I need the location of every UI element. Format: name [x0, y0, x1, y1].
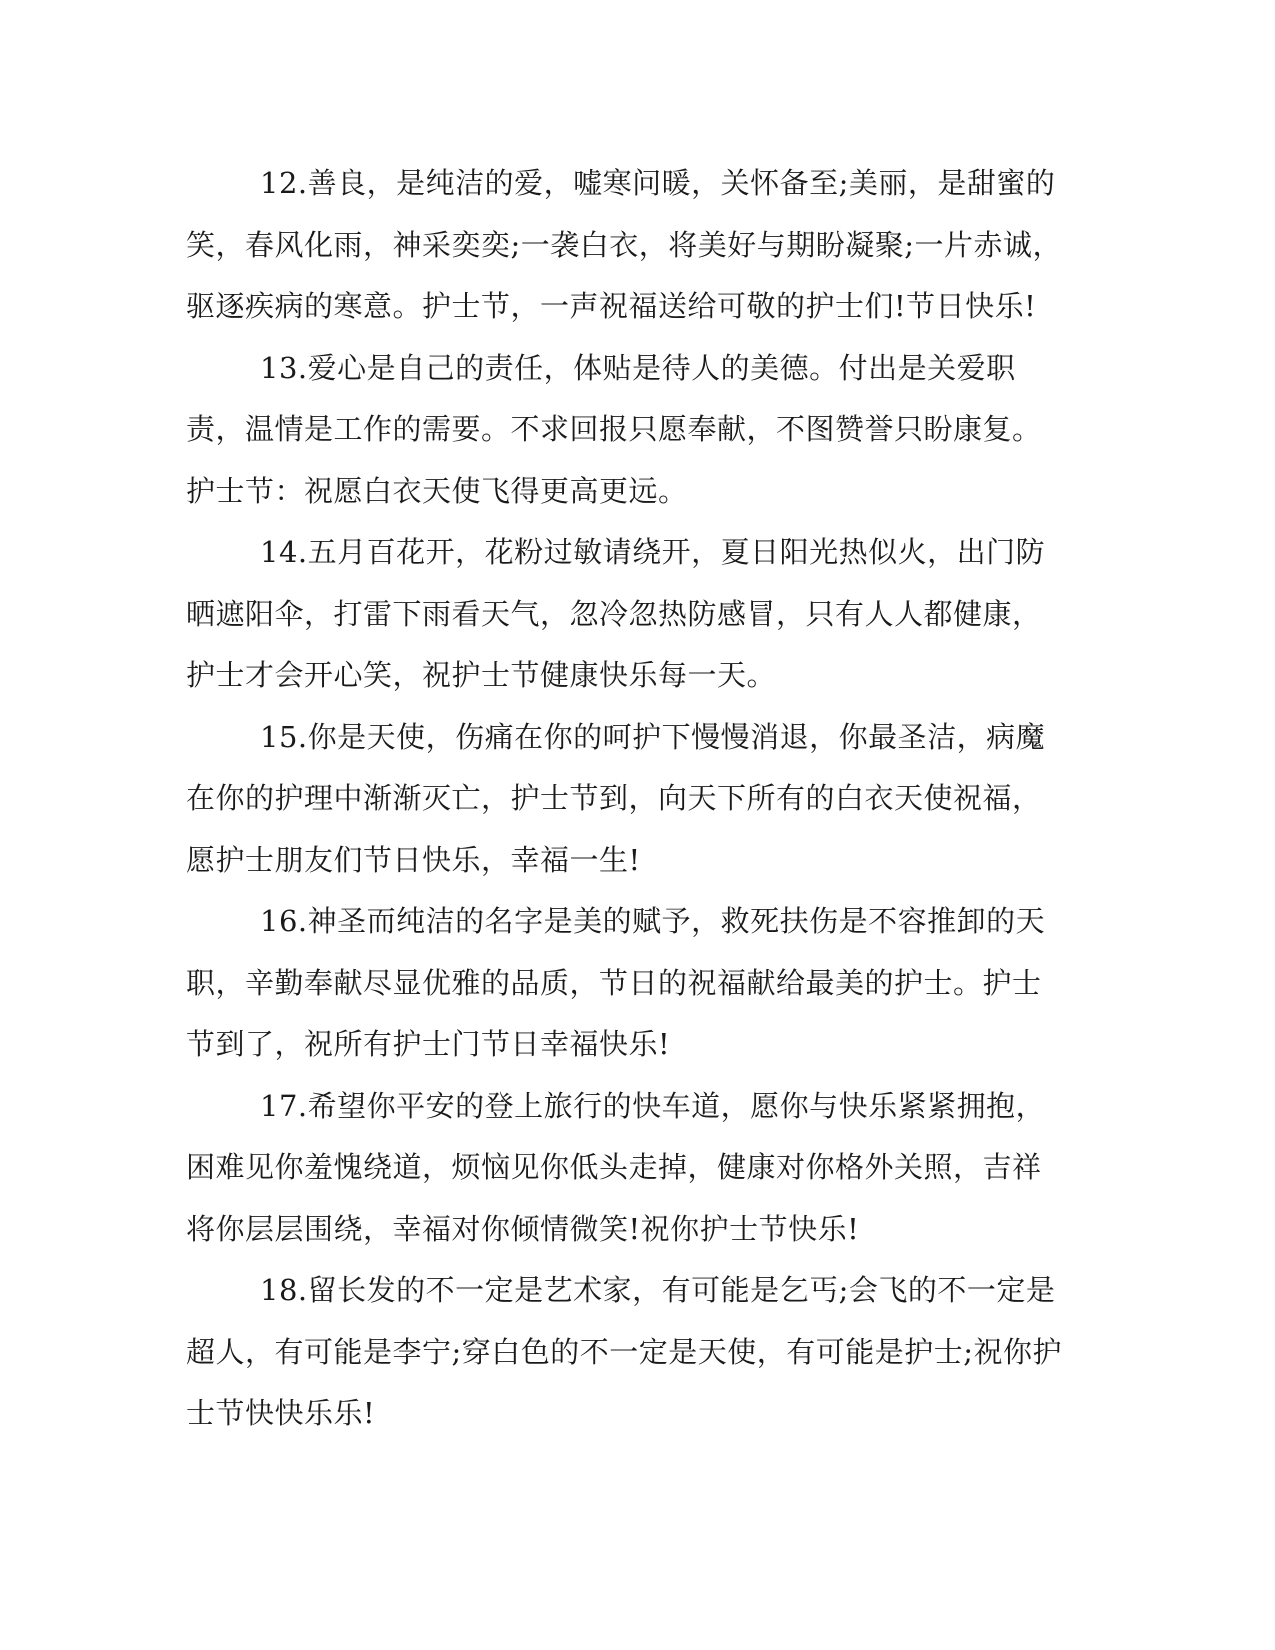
- paragraph-16: 16.神圣而纯洁的名字是美的赋予，救死扶伤是不容推卸的天职，辛勤奉献尽显优雅的品质，节日的祝福献给最美的护士。护士节到了，祝所有护士门节日幸福快乐!: [186, 904, 1046, 1061]
- paragraph-15: 15.你是天使，伤痛在你的呵护下慢慢消退，你最圣洁，病魔在你的护理中渐渐灭亡，护士节到，向天下所有的白衣天使祝福，愿护士朋友们节日快乐，幸福一生!: [186, 719, 1046, 877]
- paragraph-18: 18.留长发的不一定是艺术家，有可能是乞丐;会飞的不一定是超人，有可能是李宁;穿白色的不一定是天使，有可能是护士;祝你护士节快快乐乐!: [186, 1273, 1063, 1430]
- paragraph-14: 14.五月百花开，花粉过敏请绕开，夏日阳光热似火，出门防晒遮阳伞，打雷下雨看天气，忽冷忽热防感冒，只有人人都健康，护士才会开心笑，祝护士节健康快乐每一天。: [186, 535, 1046, 692]
- paragraph-17: 17.希望你平安的登上旅行的快车道，愿你与快乐紧紧拥抱，困难见你羞愧绕道，烦恼见你低头走掉，健康对你格外关照，吉祥将你层层围绕，幸福对你倾情微笑!祝你护士节快乐!: [186, 1088, 1046, 1246]
- paragraph-13: 13.爱心是自己的责任，体贴是待人的美德。付出是关爱职责，温情是工作的需要。不求回报只愿奉献，不图赞誉只盼康复。护士节：祝愿白衣天使飞得更高更远。: [186, 350, 1042, 508]
- paragraph-12: 12.善良，是纯洁的爱，嘘寒问暖，关怀备至;美丽，是甜蜜的笑，春风化雨，神采奕奕;一袭白衣，将美好与期盼凝聚;一片赤诚，驱逐疾病的寒意。护士节，一声祝福送给可敬的护士们!节日快乐!: [186, 166, 1063, 323]
- document-body: [186, 153, 1066, 1445]
